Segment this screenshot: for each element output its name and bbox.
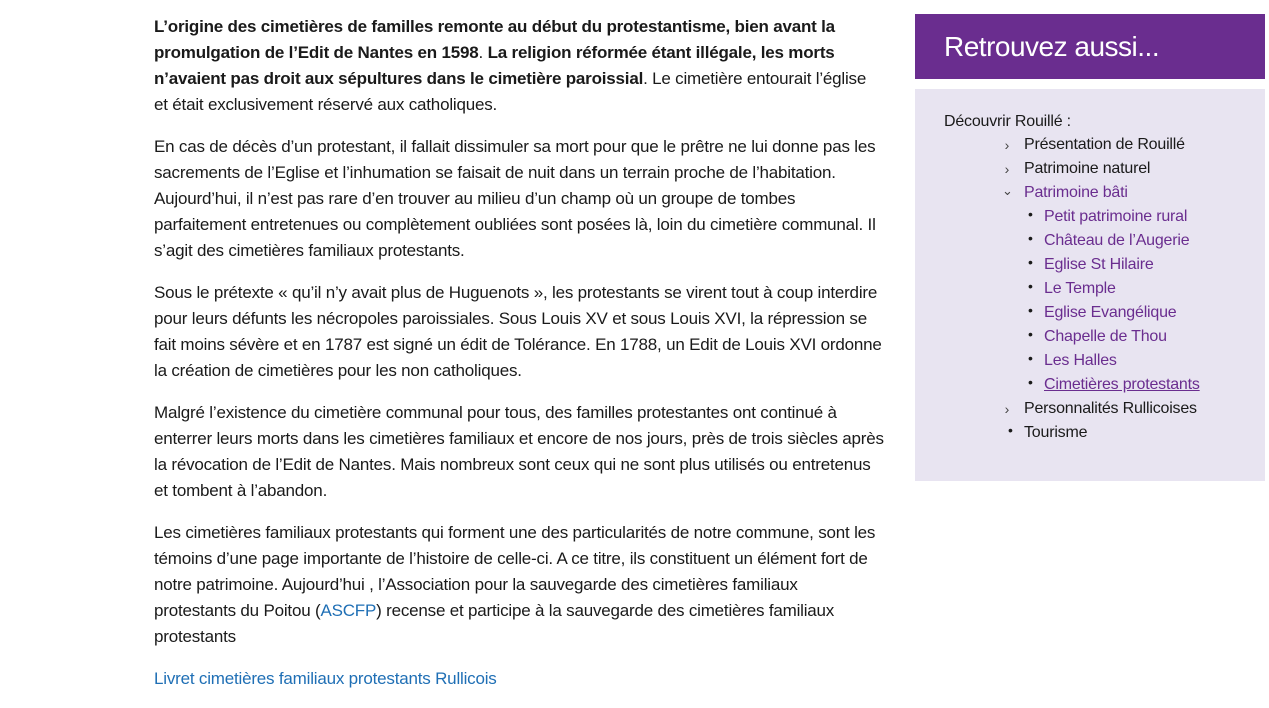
bullet-icon: • <box>1028 254 1033 270</box>
subitem-chapelle-thou[interactable]: Chapelle de Thou <box>1044 328 1167 345</box>
subitem-petit-patrimoine[interactable]: Petit patrimoine rural <box>1044 208 1188 225</box>
sidebar-item-tourisme[interactable]: Tourisme <box>1024 424 1088 441</box>
sidebar-item-patrimoine-naturel[interactable]: Patrimoine naturel <box>1024 160 1151 177</box>
bold-religion: La religion réformée étant illégale, les morts n’avaient pas droit aux sépultures dans le cimetière paroissial <box>154 43 835 88</box>
bullet-icon: • <box>1028 374 1033 390</box>
livret-download-link[interactable]: Livret cimetières familiaux protestants Rullicois <box>154 669 497 688</box>
paragraph-huguenots: Sous le prétexte « qu’il n’y avait plus de Huguenots », les protestants se virent tout à coup interdire pour leurs défunts les nécropoles paroissiales. Sous Louis XV et sous Louis XVI, la répression se fait moins sévère et en 1787 est signé un édit de Tolérance. En 1788, un Edit de Louis XVI ordonne la création de cimetières pour les non catholiques. <box>154 283 882 380</box>
sidebar-intro: Découvrir Rouillé : <box>944 113 1071 130</box>
subitem-eglise-st-hilaire[interactable]: Eglise St Hilaire <box>1044 256 1154 273</box>
subitem-le-temple[interactable]: Le Temple <box>1044 280 1116 297</box>
paragraph-origin-rest: . Le cimetière entourait l’église et était exclusivement réservé aux catholiques. <box>154 69 867 114</box>
article-content <box>154 14 884 708</box>
chevron-right-icon: › <box>1004 161 1010 177</box>
paragraph-patrimoine-start: Les cimetières familiaux protestants qui forment une des particularités de notre commune, sont les témoins d’une page importante de l’histoire de celle-ci. A ce titre, ils constituent un élément fort de notre patrimoine. Aujourd’hui , l’Association pour la sauvegarde des cimetières familiaux protestants du Poitou ( <box>154 523 876 620</box>
bullet-icon: • <box>1028 230 1033 246</box>
subitem-chateau-augerie[interactable]: Château de l’Augerie <box>1044 232 1190 249</box>
sidebar-item-personnalites[interactable]: Personnalités Rullicoises <box>1024 400 1197 417</box>
bullet-icon: • <box>1028 350 1033 366</box>
sidebar-item-patrimoine-bati[interactable]: Patrimoine bâti <box>1024 184 1128 201</box>
ascfp-link[interactable]: ASCFP <box>320 601 377 620</box>
chevron-right-icon: › <box>1004 137 1010 153</box>
bullet-icon: • <box>1028 278 1033 294</box>
dot-separator: . <box>478 43 488 62</box>
paragraph-deces: En cas de décès d’un protestant, il fallait dissimuler sa mort pour que le prêtre ne lui donne pas les sacrements de l’Eglise et l’inhumation se faisait de nuit dans un terrain proche de l’habitation. Aujourd’hui, il n’est pas rare d’en trouver au milieu d’un champ où un groupe de tombes parfaitement entretenues ou complètement oubliées sont posées là, loin du cimetière communal. Il s’agit des cimetières familiaux protestants. <box>154 137 876 260</box>
sidebar-item-presentation[interactable]: Présentation de Rouillé <box>1024 136 1185 153</box>
paragraph-download <box>154 666 884 692</box>
chevron-down-icon: ⌄ <box>1002 183 1013 198</box>
subitem-les-halles[interactable]: Les Halles <box>1044 352 1117 369</box>
bullet-icon: • <box>1028 326 1033 342</box>
bold-origin: L’origine des cimetières de familles remonte au début du protestantisme, bien avant la promulgation de l’Edit de Nantes en 1598 <box>154 17 835 62</box>
subitem-cimetieres-protestants[interactable]: Cimetières protestants <box>1044 376 1200 393</box>
bullet-icon: • <box>1028 302 1033 318</box>
paragraph-origin <box>154 14 884 118</box>
bullet-icon: • <box>1028 206 1033 222</box>
chevron-right-icon: › <box>1004 401 1010 417</box>
sidebar-heading-bar <box>915 14 1265 79</box>
sidebar-nav <box>915 89 1265 481</box>
bullet-icon: • <box>1008 422 1013 438</box>
subitem-eglise-evangelique[interactable]: Eglise Evangélique <box>1044 304 1177 321</box>
paragraph-abandon: Malgré l’existence du cimetière communal pour tous, des familles protestantes ont continué à enterrer leurs morts dans les cimetières familiaux et encore de nos jours, près de trois siècles après la révocation de l’Edit de Nantes. Mais nombreux sont ceux qui ne sont plus utilisés ou entretenus et tombent à l’abandon. <box>154 403 884 500</box>
paragraph-patrimoine-end: ) recense et participe à la sauvegarde des cimetières familiaux protestants <box>154 601 835 646</box>
paragraph-patrimoine <box>154 520 884 650</box>
sidebar-heading: Retrouvez aussi... <box>944 31 1160 62</box>
